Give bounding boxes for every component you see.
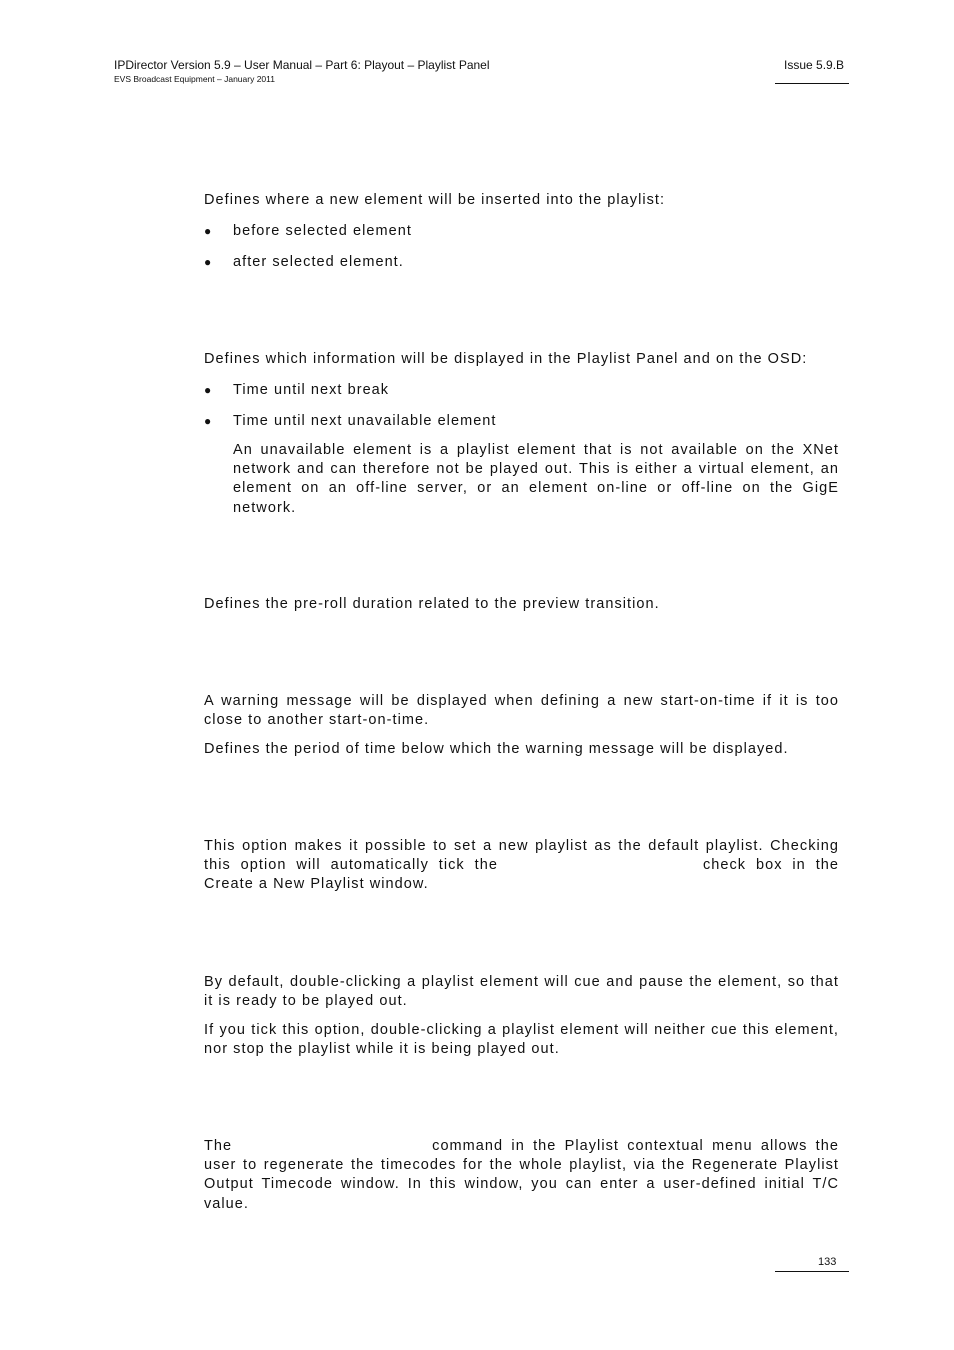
double-click-text-2: If you tick this option, double-clicking a playlist element will neither cue this element, nor stop the playlist while it is being played out. [204, 1022, 839, 1058]
page-number: 133 [818, 1256, 837, 1268]
default-playlist-text: This option makes it possible to set a new playlist as the default playlist. Checking this option will automatically tick the check box in the Create a New Playlist window. [204, 838, 840, 893]
regenerate-text: The command in the Playlist contextual menu allows the user to regenerate the timecodes for the whole playlist, via the Regenerate Playlist Output Timecode window. In this window, you can enter a user-defined initial T/C value. [204, 1138, 839, 1212]
insert-intro: Defines where a new element will be inserted into the playlist: [204, 192, 666, 208]
bullet-icon: ● [204, 383, 212, 397]
bullet-icon: ● [204, 224, 212, 238]
warning-text-1: A warning message will be displayed when defining a new start-on-time if it is too close to another start-on-time. [204, 693, 839, 729]
footer-rule [775, 1271, 849, 1272]
preroll-text: Defines the pre-roll duration related to the preview transition. [204, 596, 660, 612]
issue-label: Issue 5.9.B [784, 58, 845, 72]
unavailable-note: An unavailable element is a playlist element that is not available on the XNet network and can therefore not be played out. This is either a virtual element, an element on an off-line server, or an element on-line or off-line on the GigE network. [233, 442, 839, 516]
double-click-text-1: By default, double-clicking a playlist element will cue and pause the element, so that it is ready to be played out. [204, 974, 839, 1010]
document-title: IPDirector Version 5.9 – User Manual – Part 6: Playout – Playlist Panel [114, 58, 490, 72]
header-rule [775, 83, 849, 84]
document-subtitle: EVS Broadcast Equipment – January 2011 [114, 74, 275, 84]
bullet-icon: ● [204, 255, 212, 269]
warning-text-2: Defines the period of time below which the warning message will be displayed. [204, 741, 789, 757]
bullet-icon: ● [204, 414, 212, 428]
display-intro: Defines which information will be displayed in the Playlist Panel and on the OSD: [204, 351, 808, 367]
